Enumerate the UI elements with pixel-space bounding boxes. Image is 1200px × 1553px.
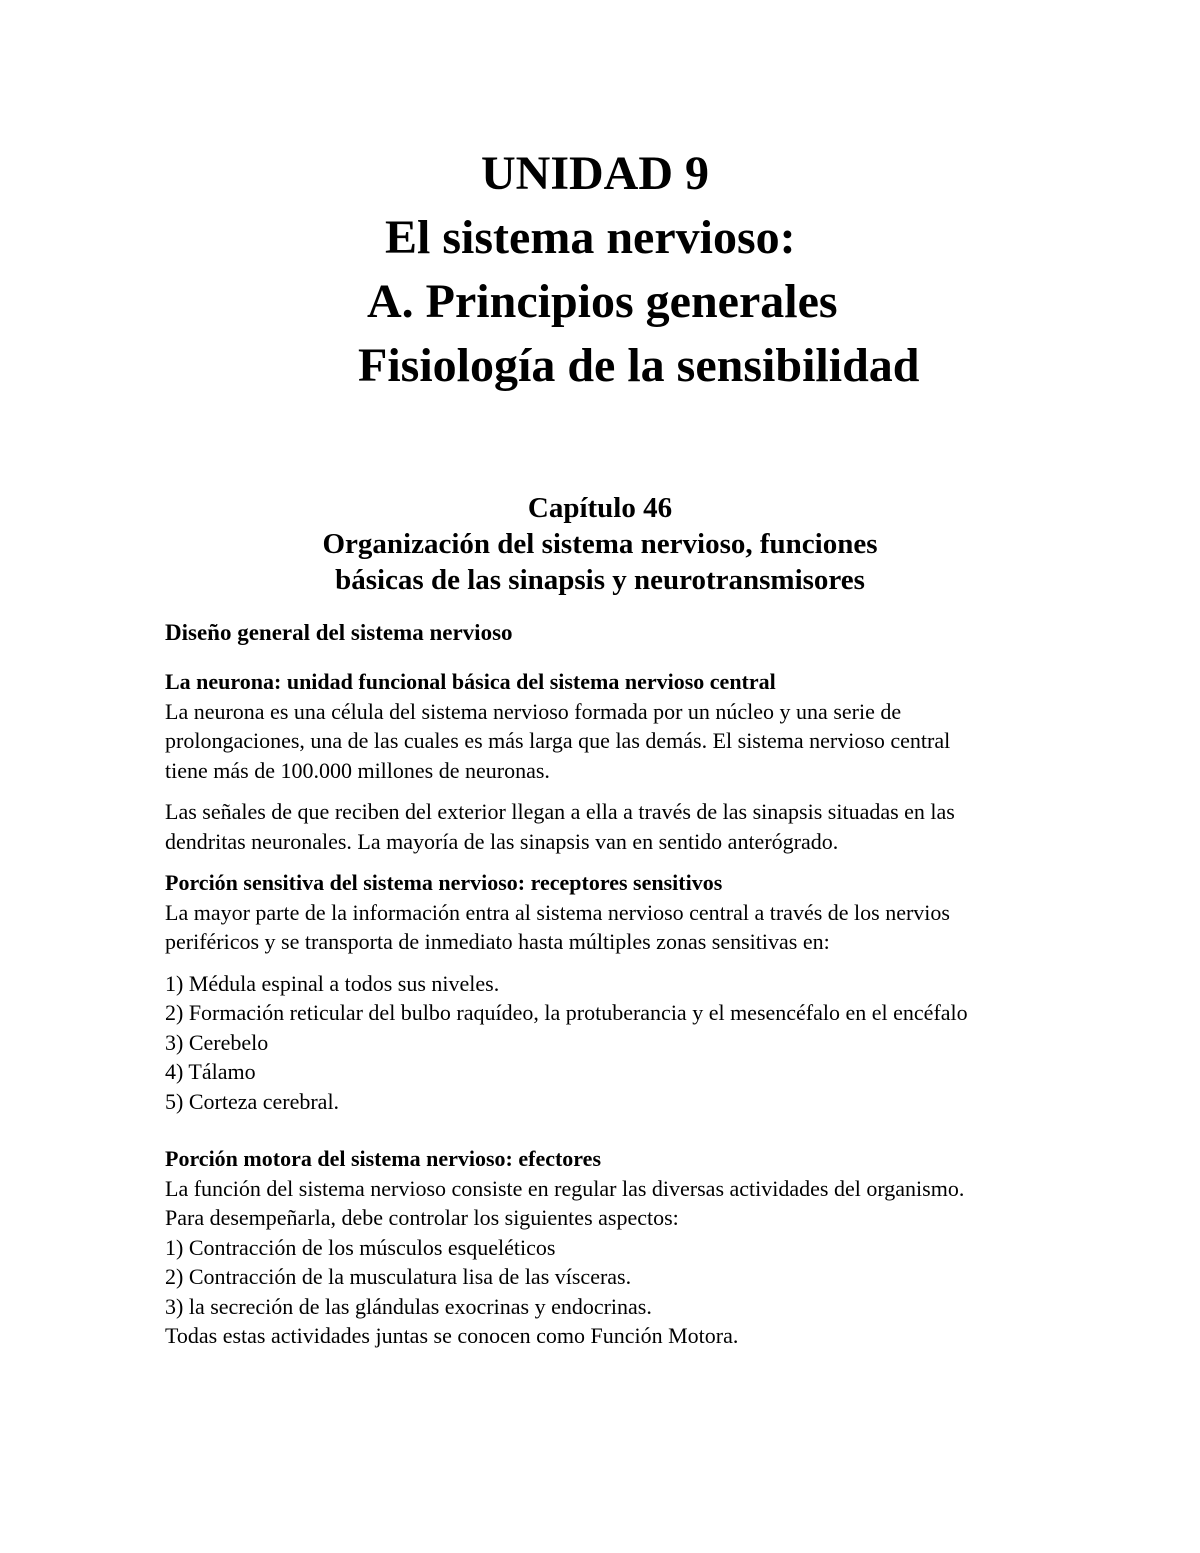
paragraph-line: prolongaciones, una de las cuales es más larga que las demás. El sistema nervioso central: [165, 728, 951, 753]
unit-topic: Fisiología de la sensibilidad: [358, 339, 920, 392]
chapter-title-line-2: básicas de las sinapsis y neurotransmisores: [335, 564, 865, 596]
list-item: 3) Cerebelo: [165, 1029, 269, 1055]
list-item: 3) la secreción de las glándulas exocrinas y endocrinas.: [165, 1293, 652, 1319]
document-body: [165, 617, 1065, 1351]
paragraph-line: Las señales de que reciben del exterior llegan a ella a través de las sinapsis situadas en las: [165, 799, 955, 824]
unit-part: A. Principios generales: [367, 275, 838, 328]
chapter-header: [0, 490, 1200, 598]
motora-body: [165, 1174, 1065, 1351]
chapter-label: Capítulo 46: [527, 492, 673, 524]
paragraph-line: tiene más de 100.000 millones de neuronas.: [165, 757, 550, 783]
sensitiva-paragraph: [165, 898, 1065, 957]
paragraph-line: dendritas neuronales. La mayoría de las sinapsis van en sentido anterógrado.: [165, 828, 839, 854]
neurona-paragraph-2: [165, 797, 1065, 856]
paragraph-line: La función del sistema nervioso consiste en regular las diversas actividades del organismo.: [165, 1175, 965, 1201]
unit-title-block: [0, 142, 1200, 398]
section-heading: Diseño general del sistema nervioso: [165, 620, 513, 645]
paragraph-line: periféricos y se transporta de inmediato hasta múltiples zonas sensitivas en:: [165, 929, 830, 954]
list-item: 2) Formación reticular del bulbo raquídeo, la protuberancia y el mesencéfalo en el encéfalo: [165, 1000, 968, 1025]
chapter-title-line-1: Organización del sistema nervioso, funciones: [322, 528, 878, 560]
sensitiva-heading: Porción sensitiva del sistema nervioso: receptores sensitivos: [165, 870, 723, 895]
paragraph-line: Para desempeñarla, debe controlar los siguientes aspectos:: [165, 1205, 679, 1230]
paragraph-line: La mayor parte de la información entra al sistema nervioso central a través de los nervios: [165, 899, 950, 925]
list-item: 2) Contracción de la musculatura lisa de las vísceras.: [165, 1264, 632, 1289]
paragraph-line: La neurona es una célula del sistema nervioso formada por un núcleo y una serie de: [165, 698, 902, 724]
neurona-paragraph-1: [165, 697, 1065, 786]
list-item: 1) Médula espinal a todos sus niveles.: [165, 970, 500, 996]
neurona-heading: La neurona: unidad funcional básica del sistema nervioso central: [165, 669, 776, 694]
paragraph-line: Todas estas actividades juntas se conocen como Función Motora.: [165, 1323, 739, 1348]
list-item: 1) Contracción de los músculos esqueléticos: [165, 1234, 556, 1260]
sensitiva-list: [165, 969, 1065, 1117]
list-item: 4) Tálamo: [165, 1059, 256, 1084]
unit-number: UNIDAD 9: [481, 147, 709, 200]
unit-subject: El sistema nervioso:: [385, 211, 796, 264]
motora-heading: Porción motora del sistema nervioso: efectores: [165, 1146, 602, 1171]
list-item: 5) Corteza cerebral.: [165, 1088, 340, 1114]
